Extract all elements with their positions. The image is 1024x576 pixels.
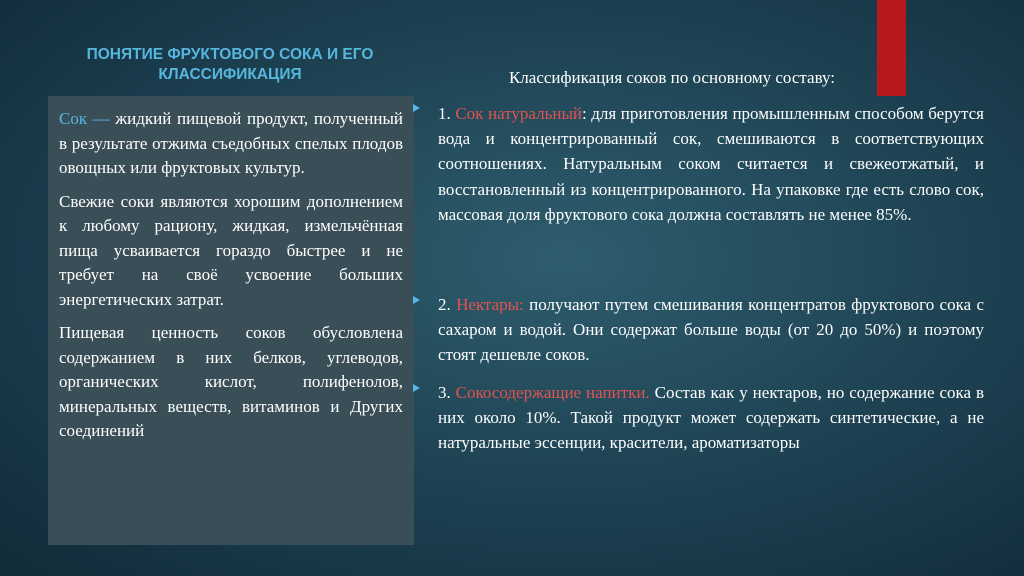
definition-text: жидкий пищевой продукт, полученный в результате отжима съедобных спелых плодов овощных или фруктовых культур. (59, 109, 403, 177)
term-juice: Сок — (59, 109, 110, 128)
item-number: 2. (438, 295, 457, 314)
left-text-block (59, 107, 403, 453)
classification-item-natural (438, 101, 984, 227)
item-number: 1. (438, 104, 456, 123)
classification-item-juice-drinks (438, 380, 984, 456)
item-number: 3. (438, 383, 456, 402)
paragraph-nutrition-value: Пищевая ценность соков обусловлена содержанием в них белков, углеводов, органических кислот, полифенолов, минеральных веществ, витаминов и Других соединений (59, 323, 403, 440)
paragraph-definition (59, 107, 403, 181)
bullet-arrow-icon (413, 104, 420, 112)
paragraph-fresh-juices: Свежие соки являются хорошим дополнением к любому рациону, жидкая, измельчённая пища усваивается гораздо быстрее и не требует на своё усвоение больших энергетических затрат. (59, 191, 403, 309)
classification-heading: Классификация соков по основному составу: (508, 68, 836, 87)
bullet-arrow-icon (413, 296, 420, 304)
item-term: Сокосодержащие напитки. (455, 383, 650, 402)
item-text: Состав как у нектаров, но содержание сока в них около 10%. Такой продукт может содержать синтетические, а не натуральные эссенции, красители, ароматизаторы (438, 383, 984, 453)
item-text: получают путем смешивания концентратов фруктового сока с сахаром и водой. Они содержат больше воды (от 20 до 50%) и поэтому стоят дешевле соков. (438, 295, 984, 365)
bullet-arrow-icon (413, 384, 420, 392)
item-term: Сок натуральный (455, 104, 582, 123)
classification-item-nectars (438, 292, 984, 368)
item-text: : для приготовления промышленным способом берутся вода и концентрированный сок, смешиваются в соответствующих соотношениях. Натуральным соком считается и свежеотжатый, и восстановленный из концентрированного. На упаковке где есть слово сок, массовая доля фруктового сока должна составлять не менее 85%. (438, 104, 984, 224)
slide-title: ПОНЯТИЕ ФРУКТОВОГО СОКА И ЕГО КЛАССИФИКАЦИЯ (86, 46, 374, 83)
item-term: Нектары: (456, 295, 524, 314)
